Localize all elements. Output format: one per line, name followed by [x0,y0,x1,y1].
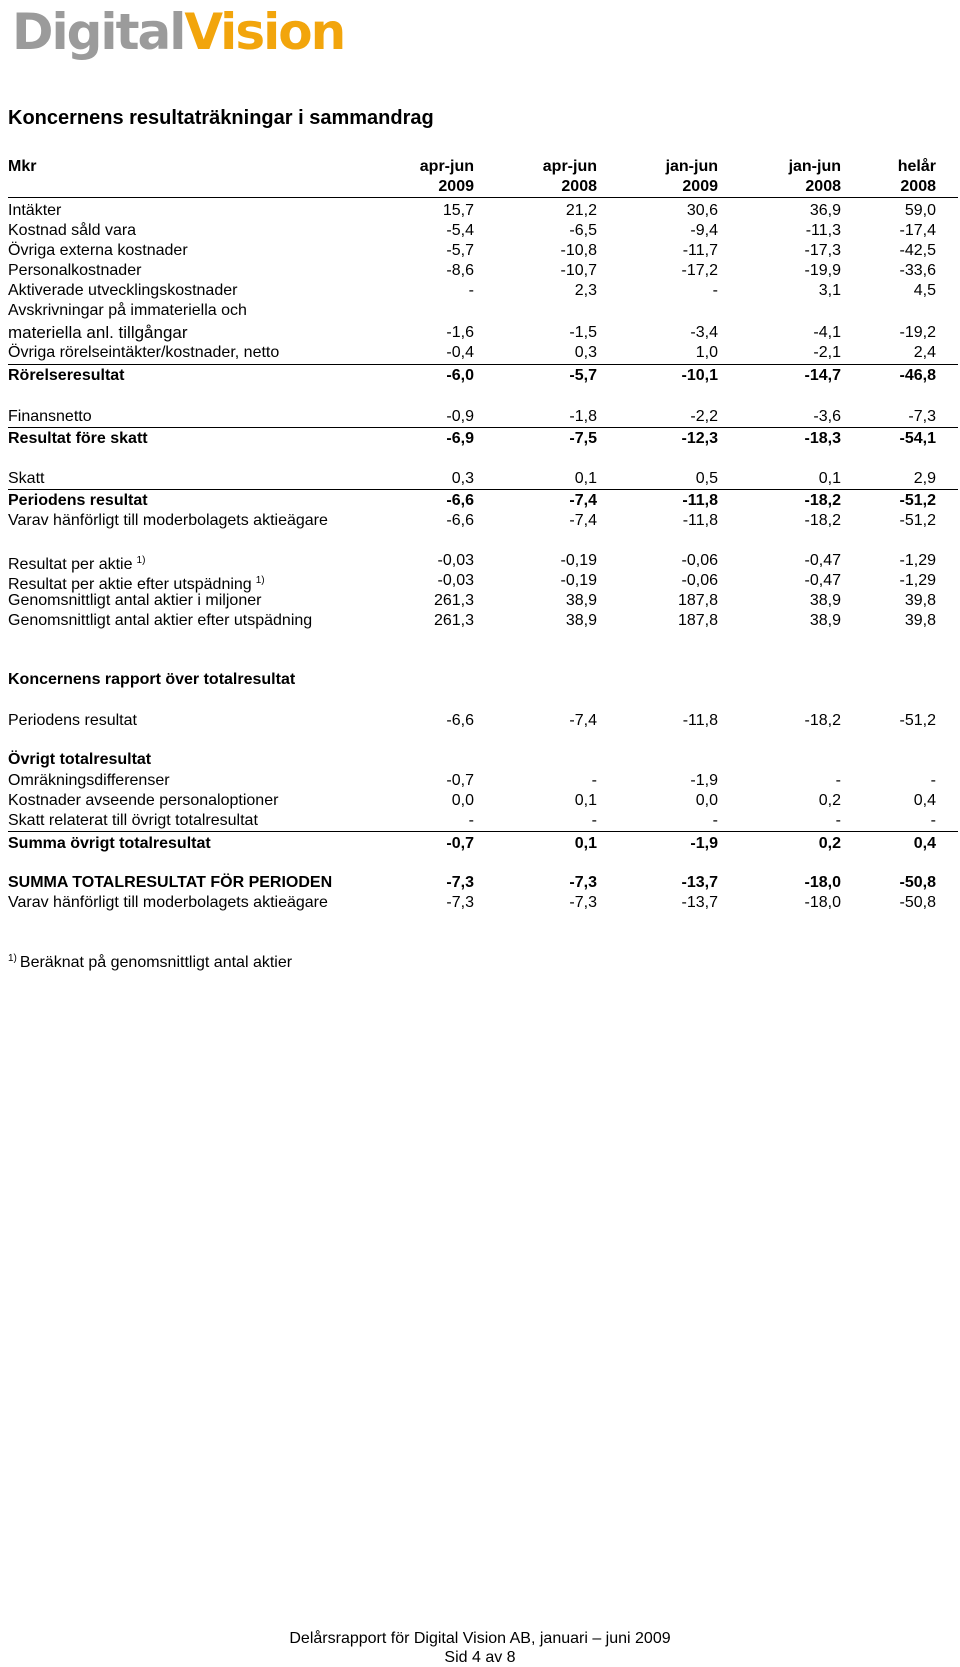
section-heading: Koncernens rapport över totalresultat [8,671,296,688]
table-row: Varav hänförligt till moderbolagets aktieägare -7,3 -7,3 -13,7 -18,0 -50,8 [8,894,936,911]
header-col-3: jan-jun 2009 [665,158,718,195]
company-logo [12,0,344,64]
header-col-5: helår 2008 [897,158,936,195]
header-label-mkr: Mkr [8,158,37,175]
table-row: Personalkostnader -8,6 -10,7 -17,2 -19,9 -33,6 [8,262,936,279]
table-row: Kostnad såld vara -5,4 -6,5 -9,4 -11,3 -17,4 [8,222,936,239]
page-footer-title: Delårsrapport för Digital Vision AB, januari – juni 2009 [289,1630,671,1647]
table-row-total: SUMMA TOTALRESULTAT FÖR PERIODEN -7,3 -7,3 -13,7 -18,0 -50,8 [8,874,936,891]
divider [8,364,958,365]
header-divider [8,197,958,198]
table-row: Finansnetto -0,9 -1,8 -2,2 -3,6 -7,3 [8,408,936,425]
table-row: Varav hänförligt till moderbolagets aktieägare -6,6 -7,4 -11,8 -18,2 -51,2 [8,512,936,529]
divider [8,427,958,428]
table-row: Skatt 0,3 0,1 0,5 0,1 2,9 [8,470,936,487]
table-row: Resultat per aktie $^{1)}$ -0,03 -0,19 -0,06 -0,47 -1,29 [8,552,936,573]
table-row: Övriga externa kostnader -5,7 -10,8 -11,7 -17,3 -42,5 [8,242,936,259]
table-row: Avskrivningar på immateriella och [8,302,247,319]
table-row: Kostnader avseende personaloptioner 0,0 0,1 0,0 0,2 0,4 [8,792,936,809]
header-col-1: apr-jun 2009 [419,158,474,195]
table-row: Övriga rörelseintäkter/kostnader, netto -0,4 0,3 1,0 -2,1 2,4 [8,344,936,361]
table-row-total: Resultat före skatt -6,9 -7,5 -12,3 -18,3 -54,1 [8,430,936,447]
subsection-heading: Övrigt totalresultat [8,751,152,768]
footnote: $^{1)}$ Beräknat på genomsnittligt antal aktier [8,953,293,971]
header-col-2: apr-jun 2008 [542,158,597,195]
table-row: materiella anl. tillgångar -1,6 -1,5 -3,4 -4,1 -19,2 [8,323,936,342]
page-number: Sid 4 av 8 [444,1649,516,1666]
table-row-total: Summa övrigt totalresultat -0,7 0,1 -1,9 0,2 0,4 [8,835,936,852]
table-row: Skatt relaterat till övrigt totalresultat - - - - - [8,812,936,829]
page-title: Koncernens resultaträkningar i sammandrag [8,107,434,129]
table-row-total: Rörelseresultat -6,0 -5,7 -10,1 -14,7 -46,8 [8,367,936,384]
table-row: Genomsnittligt antal aktier efter utspädning 261,3 38,9 187,8 38,9 39,8 [8,612,936,629]
divider [8,831,958,832]
header-col-4: jan-jun 2008 [788,158,841,195]
table-row: Periodens resultat -6,6 -7,4 -11,8 -18,2 -51,2 [8,712,936,729]
table-row: Resultat per aktie efter utspädning $^{1)}$ -0,03 -0,19 -0,06 -0,47 -1,29 [8,572,936,593]
table-row: Aktiverade utvecklingskostnader - 2,3 - 3,1 4,5 [8,282,936,299]
logo-text-vision: Vision [184,3,345,61]
table-row: Omräkningsdifferenser -0,7 - -1,9 - - [8,772,936,789]
table-row-total: Periodens resultat -6,6 -7,4 -11,8 -18,2 -51,2 [8,492,936,509]
table-row: Intäkter 15,7 21,2 30,6 36,9 59,0 [8,202,936,219]
divider [8,489,958,490]
logo-text-digital: Digital [12,3,185,61]
table-header [8,157,958,197]
table-row: Genomsnittligt antal aktier i miljoner 261,3 38,9 187,8 38,9 39,8 [8,592,936,609]
